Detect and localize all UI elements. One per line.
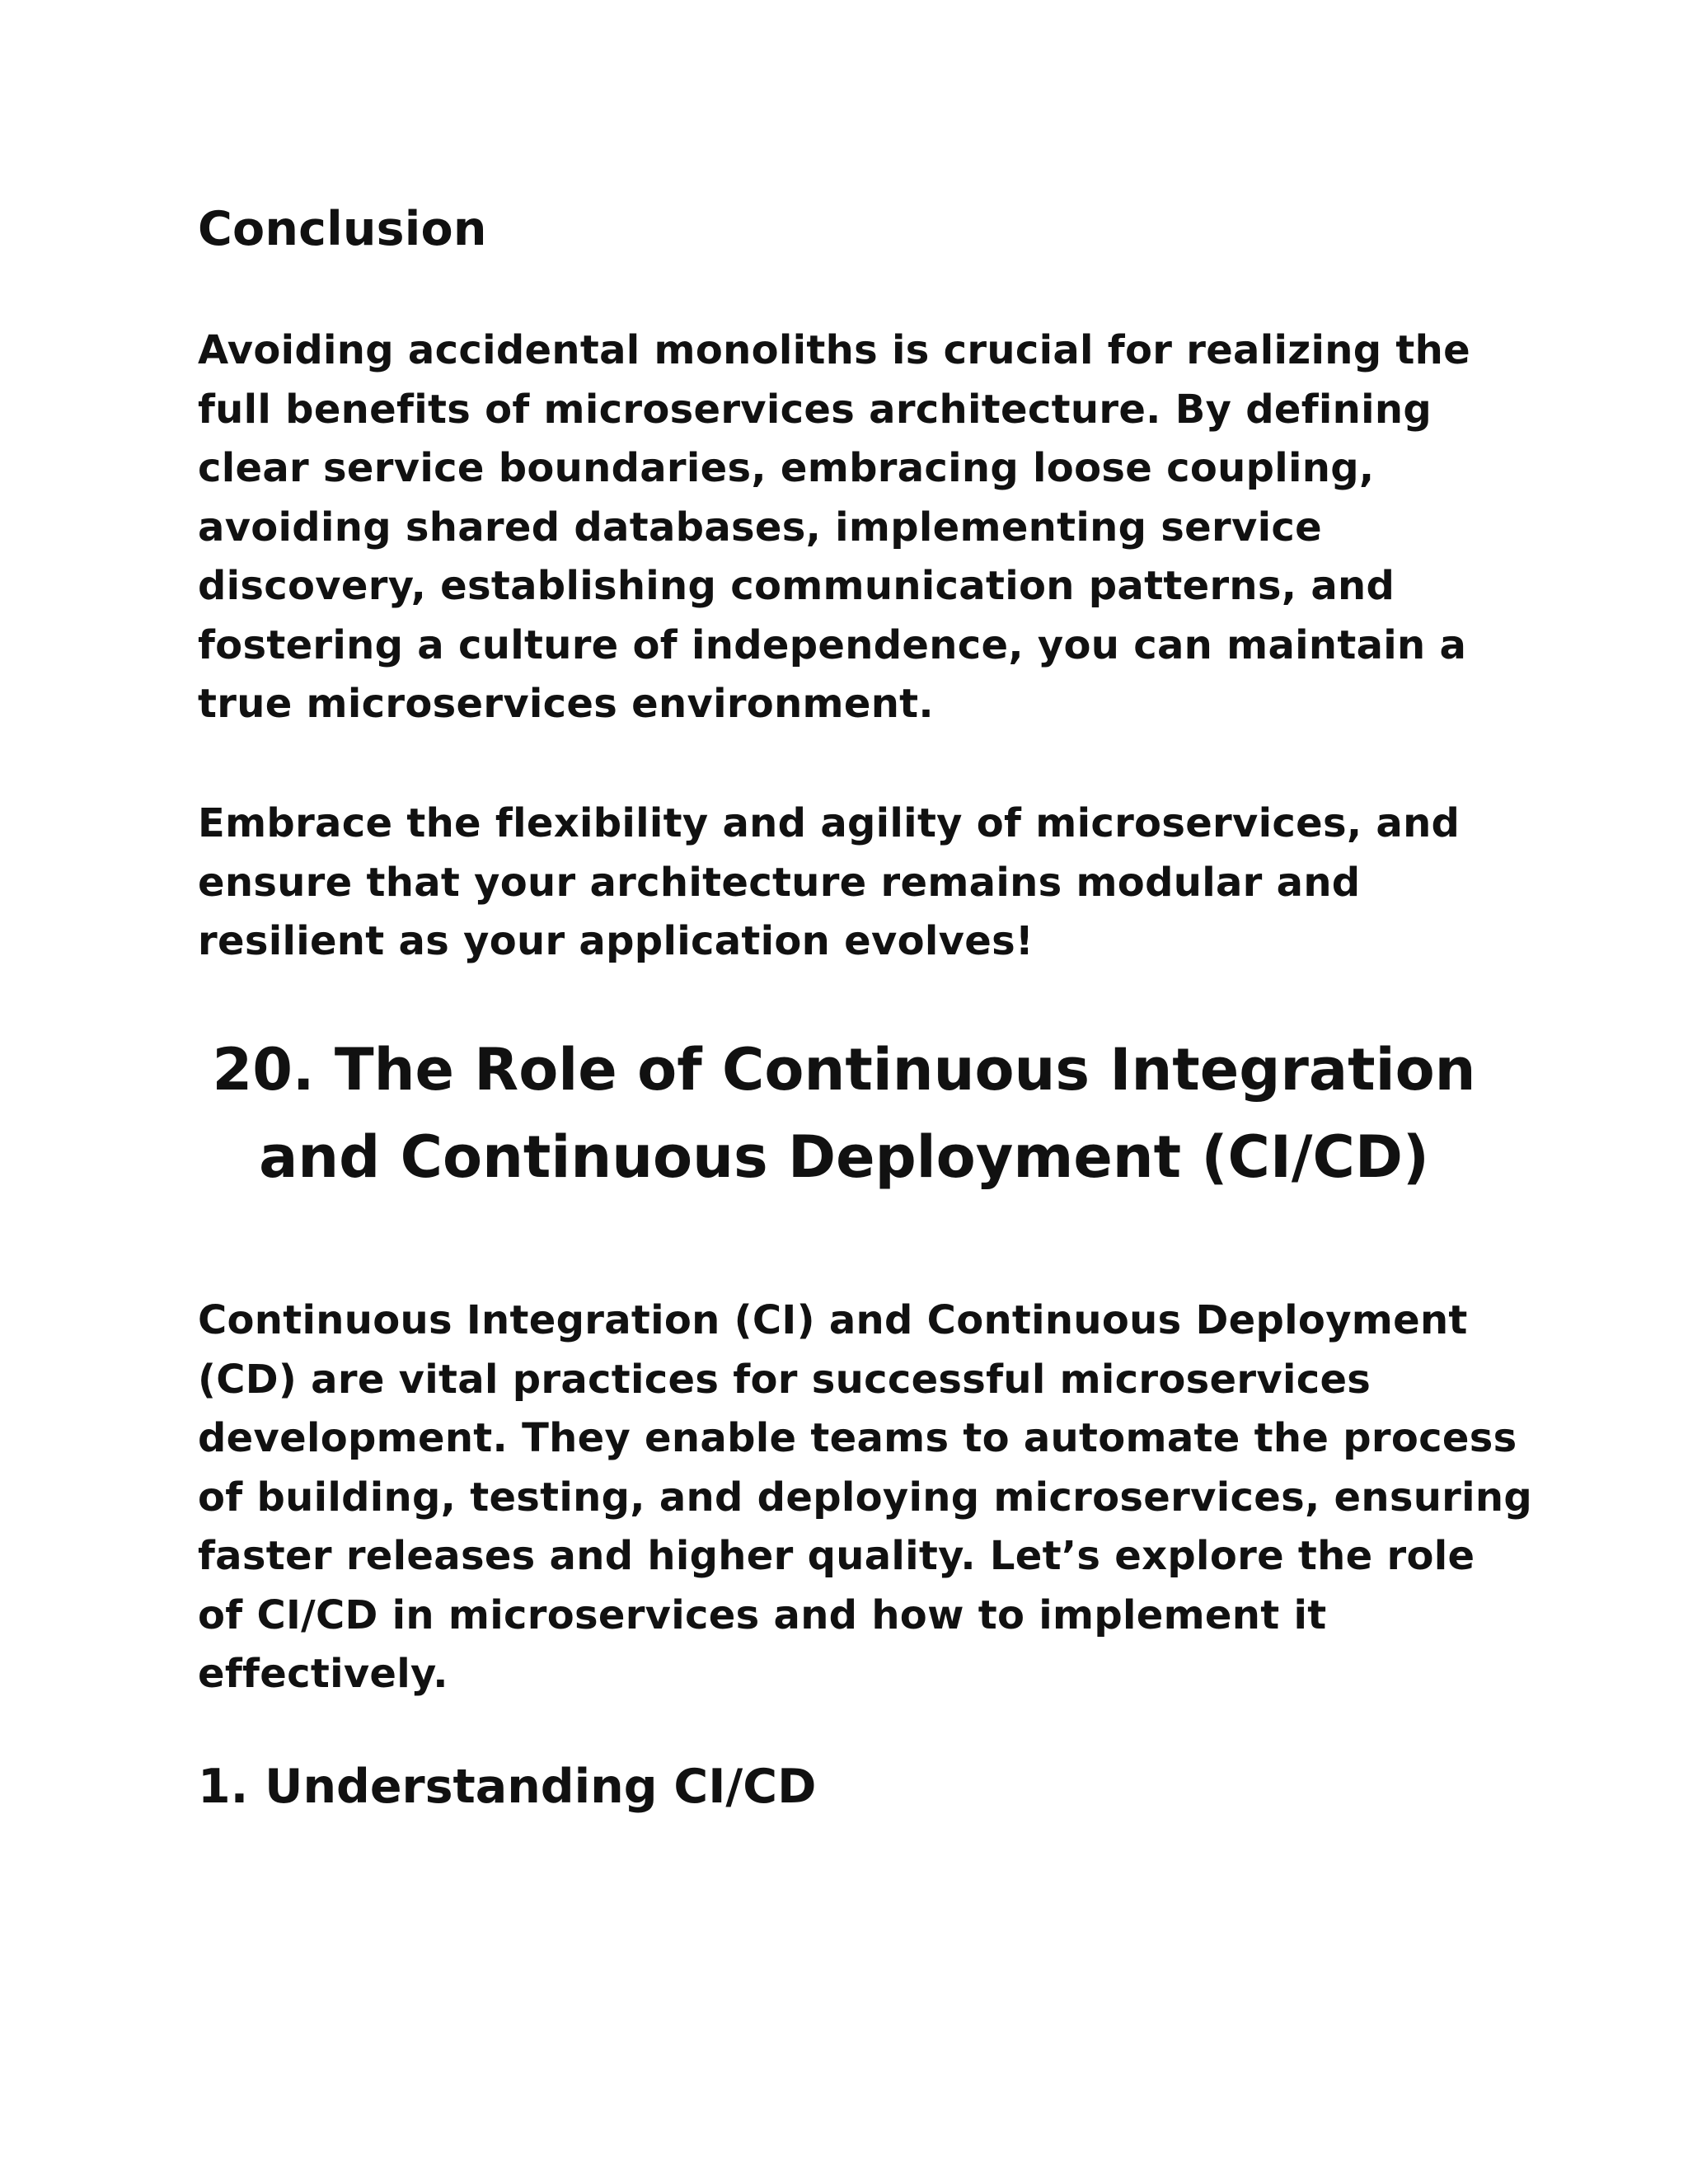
conclusion-heading: Conclusion	[198, 202, 487, 256]
section-heading	[165, 1026, 1523, 1201]
conclusion-paragraph-1: Avoiding accidental monoliths is crucial for realizing the full benefits of microservices architecture. By defining clear service boundaries, embracing loose coupling, avoiding shared databases, implementing service discovery, establishing communication patterns, and fostering a culture of independence, you can maintain a true microservices environment.	[198, 327, 1470, 727]
section-intro-paragraph: Continuous Integration (CI) and Continuous Deployment (CD) are vital practices for successful microservices development. They enable teams to automate the process of building, testing, and deploying microservices, ensuring faster releases and higher quality. Let’s explore the role of CI/CD in microservices and how to implement it effectively.	[198, 1297, 1533, 1697]
understanding-cicd-heading: 1. Understanding CI/CD	[198, 1760, 817, 1814]
section-heading-line-2: and Continuous Deployment (CI/CD)	[259, 1123, 1429, 1191]
conclusion-paragraph-2: Embrace the flexibility and agility of microservices, and ensure that your architecture remains modular and resilient as your application evolves!	[198, 800, 1461, 964]
section-heading-line-1: 20. The Role of Continuous Integration	[212, 1036, 1476, 1104]
